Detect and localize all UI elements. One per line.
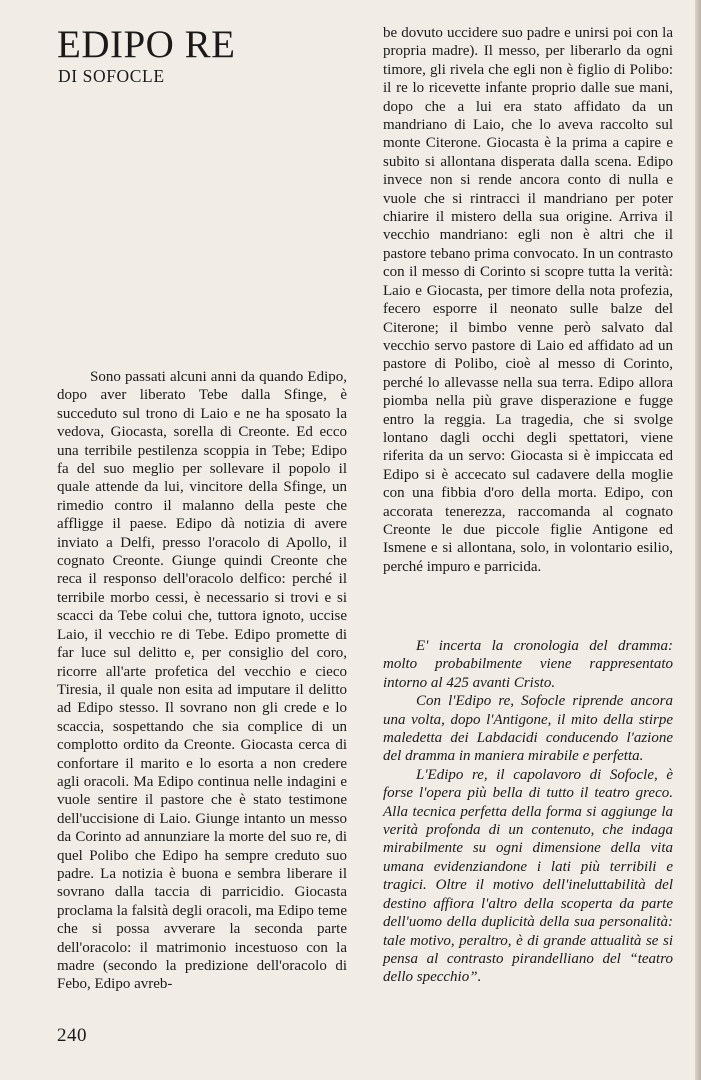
synopsis-column-right	[383, 24, 673, 576]
commentary-paragraph: Con l'Edipo re, Sofocle riprende ancora una volta, dopo l'Antigone, il mito della stirpe maledetta dei Labdacidi conducendo l'azione del dramma in maniera mirabile e perfetta.	[383, 693, 673, 765]
synopsis-paragraph-continued: be dovuto uccidere suo padre e unirsi poi con la propria madre). Il messo, per liberarlo da ogni timore, gli rivela che egli non è figlio di Polibo: il re lo ricevette infante proprio dalle sue mani, dopo che a lui era stato affidato da un mandriano di Laio, che lo aveva raccolto sul monte Citerone. Giocasta è la prima a capire e subito si allontana disperata dalla scena. Edipo invece non si rende ancora conto di nulla e vuole che si rintracci il mandriano per poter chiarire il mistero della sua origine. Arriva il vecchio mandriano: egli non è altri che il pastore tebano prima convocato. In un contrasto con il messo di Corinto si scopre tutta la verità: Laio e Giocasta, per timore della nota profezia, fecero esporre il neonato sulle balze del Citerone; il bimbo venne però salvato dal vecchio servo pastore di Laio ed affidato ad un pastore di Polibo, cioè al messo di Corinto, perché lo allevasse nella sua terra. Edipo allora piomba nella più grave disperazione e fugge entro la reggia. La tragedia, che si svolge lontano dagli occhi degli spettatori, viene riferita da un servo: Giocasta si è impiccata ed Edipo si è accecato sul cadavere della moglie con una fibbia d'oro della morta. Edipo, con accorata tenerezza, raccomanda al cognato Creonte le due piccole figlie Antigone ed Ismene e si allontana, solo, in volontario esilio, perché impuro e parricida.	[383, 25, 673, 575]
synopsis-column-left	[57, 368, 347, 994]
commentary-column	[383, 637, 673, 987]
synopsis-paragraph: Sono passati alcuni anni da quando Edipo, dopo aver liberato Tebe dalla Sfinge, è succeduto sul trono di Laio e ne ha sposato la vedova, Giocasta, sorella di Creonte. Ed ecco una terribile pestilenza scoppia in Tebe; Edipo fa del suo meglio per sollevare il popolo il quale attende da lui, vincitore della Sfinge, un rimedio contro il malanno della peste che affligge il paese. Edipo dà notizia di avere inviato a Delfi, presso l'oracolo di Apollo, il cognato Creonte. Giunge quindi Creonte che reca il responso dell'oracolo delfico: perché il terribile morbo cessi, è necessario si trovi e si scacci da Tebe colui che, tuttora ignoto, uccise Laio, il vecchio re di Tebe. Edipo promette di far luce sul delitto e, per consiglio del coro, ricorre all'arte profetica del vecchio e cieco Tiresia, il quale non esita ad imputare il delitto ad Edipo stesso. Il sovrano non gli crede e lo scaccia, sospettando che sia complice di un complotto ordito da Creonte. Giocasta cerca di confortare il marito e lo esorta a non credere agli oracoli. Ma Edipo continua nelle indagini e vuole sentire il pastore che è stato testimone dell'uccisione di Laio. Giunge intanto un messo da Corinto ad annunziare la morte del suo re, di quel Polibo che Edipo ha sempre creduto suo padre. La notizia è buona e sembra liberare il sovrano dalla taccia di parricidio. Giocasta proclama la falsità degli oracoli, ma Edipo teme che si possa avverare la seconda parte dell'oracolo: il matrimonio incestuoso con la madre (secondo la predizione dell'oracolo di Febo, Edipo avreb-	[57, 369, 347, 993]
commentary-paragraph: L'Edipo re, il capolavoro di Sofocle, è forse l'opera più bella di tutto il teatro greco. Alla tecnica perfetta della forma si aggiunge la verità profonda di un contenuto, che indaga mirabilmente su ogni dimensione della vita umana evidenziandone i lati più terribili e tragici. Oltre il motivo dell'ineluttabilità del destino affiora l'altro della scoperta da parte dell'uomo della duplicità della sua personalità: tale motivo, peraltro, è di grande attualità se si pensa al contrasto pirandelliano del “teatro dello specchio”.	[383, 766, 673, 986]
commentary-paragraph: E' incerta la cronologia del dramma: molto probabilmente viene rappresentato intorno al 425 avanti Cristo.	[383, 638, 673, 691]
page-edge	[695, 0, 701, 1080]
page-number: 240	[57, 1025, 87, 1046]
page-subtitle: DI SOFOCLE	[58, 66, 165, 86]
page-title: EDIPO RE	[57, 23, 236, 66]
